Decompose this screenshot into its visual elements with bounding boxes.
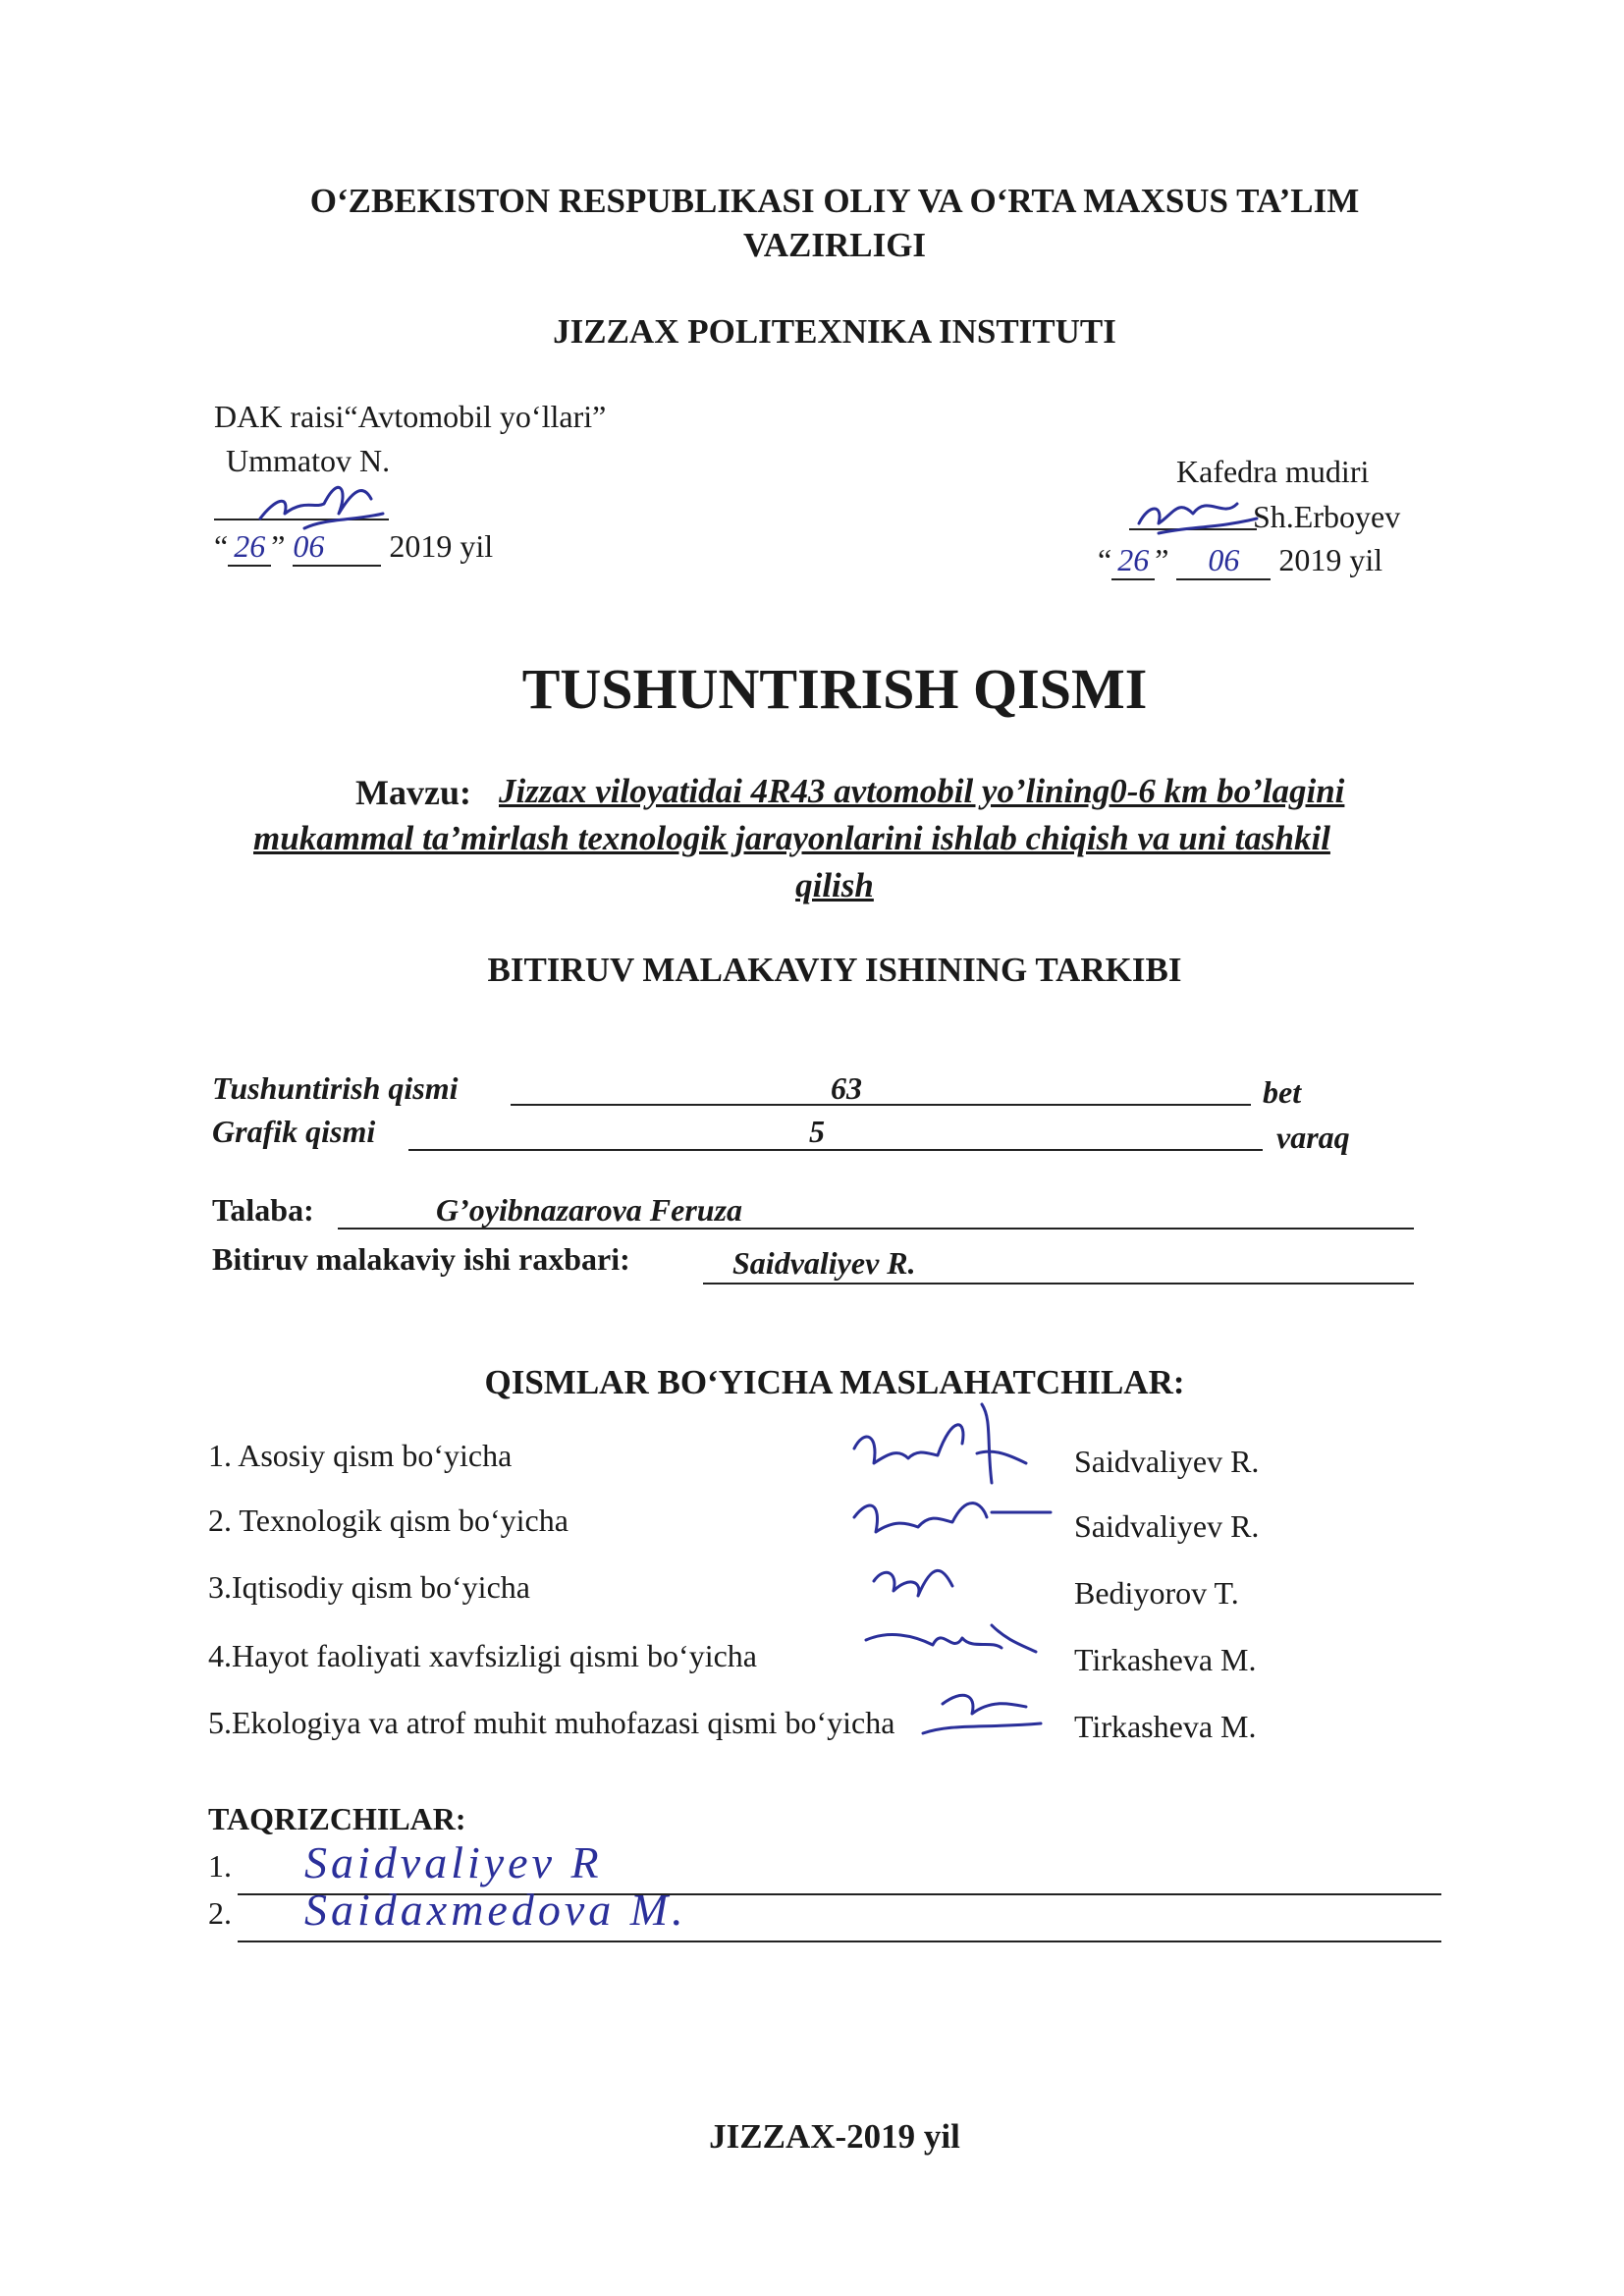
approval-right-month: 06 — [1176, 542, 1271, 580]
ministry-line-1: O‘ZBEKISTON RESPUBLIKASI OLIY VA O‘RTA MAXSUS TA’LIM — [309, 182, 1360, 220]
topic-line-1: Jizzax viloyatidai 4R43 avtomobil yo’lining0-6 km bo’lagini — [499, 772, 1345, 810]
approval-right-date — [1098, 542, 1451, 580]
composition-row-value: 5 — [809, 1114, 825, 1149]
consultants-heading: QISMLAR BO‘YICHA MASLAHATCHILAR: — [484, 1363, 1185, 1401]
approval-left-month: 06 — [293, 528, 381, 567]
reviewers-heading: TAQRIZCHILAR: — [208, 1801, 466, 1836]
consultant-name: Saidvaliyev R. — [1074, 1444, 1260, 1479]
consultant-part: 4.Hayot faoliyati xavfsizligi qismi bo‘yicha — [208, 1638, 757, 1673]
date-quote-open: “ — [1098, 542, 1112, 577]
consultant-name: Bediyorov T. — [1074, 1575, 1239, 1611]
consultant-part: 5.Ekologiya va atrof muhit muhofazasi qismi bo‘yicha — [208, 1705, 895, 1740]
supervisor-name: Saidvaliyev R. — [732, 1245, 916, 1281]
consultant-signatures — [844, 1394, 1090, 1768]
composition-row-line — [408, 1149, 1263, 1151]
page-title: TUSHUNTIRISH QISMI — [521, 657, 1148, 721]
approval-right-name: Sh.Erboyev — [1253, 499, 1401, 534]
institute-name: JIZZAX POLITEXNIKA INSTITUTI — [553, 312, 1116, 351]
composition-row-line — [511, 1104, 1251, 1106]
approval-left-name: Ummatov N. — [226, 443, 391, 478]
approval-right-day: 26 — [1111, 542, 1155, 580]
composition-row-value: 63 — [831, 1070, 862, 1106]
student-name: G’oyibnazarova Feruza — [436, 1192, 743, 1228]
composition-row-label: Grafik qismi — [212, 1114, 376, 1149]
topic-label: Mavzu: — [355, 773, 471, 812]
composition-row-unit: bet — [1263, 1074, 1302, 1110]
consultant-part: 2. Texnologik qism bo‘yicha — [208, 1503, 568, 1538]
consultant-part: 3.Iqtisodiy qism bo‘yicha — [208, 1569, 530, 1605]
supervisor-line — [703, 1283, 1414, 1285]
reviewer-handwritten-name: Saidvaliyev R — [304, 1837, 603, 1887]
date-quote-open: “ — [214, 528, 229, 564]
approval-right-title: Kafedra mudiri — [1176, 454, 1370, 489]
date-quote-close: ” — [1155, 542, 1169, 577]
footer-city-year: JIZZAX-2019 yil — [709, 2117, 960, 2156]
supervisor-label: Bitiruv malakaviy ishi raxbari: — [212, 1241, 630, 1277]
topic-line-3: qilish — [795, 866, 874, 904]
approval-left-title: DAK raisi“Avtomobil yo‘llari” — [214, 399, 607, 434]
composition-row-label: Tushuntirish qismi — [212, 1070, 459, 1106]
consultant-part: 1. Asosiy qism bo‘yicha — [208, 1438, 513, 1473]
consultant-name: Saidvaliyev R. — [1074, 1508, 1260, 1544]
reviewer-number: 1. — [208, 1848, 232, 1884]
date-quote-close: ” — [271, 528, 286, 564]
student-label: Talaba: — [212, 1192, 314, 1228]
composition-heading: BITIRUV MALAKAVIY ISHINING TARKIBI — [487, 951, 1182, 989]
reviewer-number: 2. — [208, 1895, 232, 1931]
composition-row-unit: varaq — [1276, 1120, 1350, 1155]
approval-left-date — [214, 528, 528, 567]
topic-line-2: mukammal ta’mirlash texnologik jarayonlarini ishlab chiqish va uni tashkil — [253, 819, 1330, 857]
approval-right-year: 2019 yil — [1278, 542, 1383, 577]
reviewer-handwritten-name: Saidaxmedova M. — [304, 1885, 687, 1935]
consultant-name: Tirkasheva M. — [1074, 1709, 1257, 1744]
reviewer-line — [238, 1941, 1441, 1942]
approval-left-day: 26 — [228, 528, 271, 567]
consultant-name: Tirkasheva M. — [1074, 1642, 1257, 1677]
ministry-line-2: VAZIRLIGI — [742, 226, 927, 264]
approval-right-signature — [1119, 479, 1267, 548]
approval-left-year: 2019 yil — [389, 528, 494, 564]
